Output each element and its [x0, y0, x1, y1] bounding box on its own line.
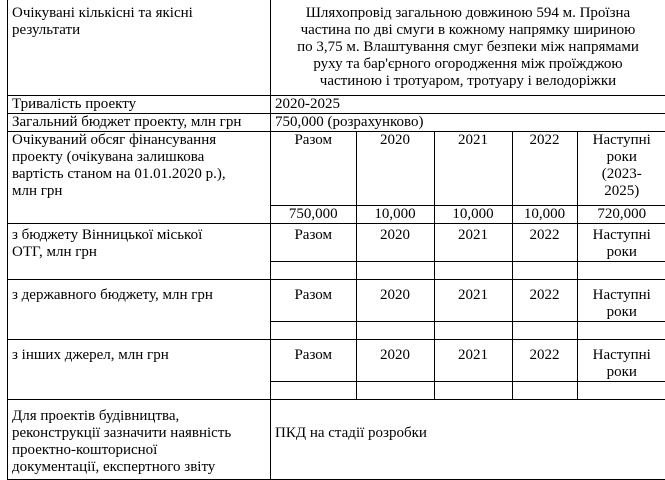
financing-value-2022: 10,000 [512, 205, 577, 223]
financing-value-2021: 10,000 [434, 205, 512, 223]
financing-grid-cell [271, 132, 665, 224]
state-header-2022: 2022 [512, 280, 577, 322]
city-header-2021: 2021 [434, 224, 512, 262]
duration-label: Тривалість проекту [8, 96, 271, 114]
results-label: Очікувані кількісні та якісні результати [8, 0, 271, 96]
financing-value-2020: 10,000 [356, 205, 434, 223]
state-value-next [577, 322, 665, 339]
documentation-row [8, 399, 665, 479]
state-value-total [271, 322, 356, 339]
state-budget-row [8, 279, 665, 339]
other-value-2020 [356, 382, 434, 399]
duration-row [8, 96, 665, 114]
financing-row [8, 132, 665, 224]
financing-grid [271, 132, 665, 223]
other-header-total: Разом [271, 340, 356, 382]
results-row [8, 0, 665, 96]
city-header-total: Разом [271, 224, 356, 262]
city-budget-grid [271, 224, 665, 279]
financing-label: Очікуваний обсяг фінансування проекту (очікувана залишкова вартість станом на 01.01.2020 р.), млн грн [8, 132, 271, 224]
state-value-2021 [434, 322, 512, 339]
other-header-next: Наступні роки [577, 340, 665, 382]
other-header-2022: 2022 [512, 340, 577, 382]
city-budget-grid-cell [271, 224, 665, 280]
results-value: Шляхопровід загальною довжиною 594 м. Проїзна частина по дві смуги в кожному напрямку шириною по 3,75 м. Влаштування смуг безпеки між напрямами руху та бар'єрного огородження між проїжджою частиною і тротуаром, тротуару і велодоріжки [271, 0, 665, 96]
financing-header-next: Наступні роки (2023- 2025) [577, 132, 665, 205]
state-header-2021: 2021 [434, 280, 512, 322]
budget-value: 750,000 (розрахунково) [271, 114, 665, 132]
financing-header-2021: 2021 [434, 132, 512, 205]
state-value-2022 [512, 322, 577, 339]
financing-value-total: 750,000 [271, 205, 356, 223]
financing-header-total: Разом [271, 132, 356, 205]
other-sources-grid [271, 340, 665, 399]
state-value-2020 [356, 322, 434, 339]
other-sources-row [8, 339, 665, 399]
state-budget-grid-cell [271, 279, 665, 339]
duration-value: 2020-2025 [271, 96, 665, 114]
other-value-next [577, 382, 665, 399]
other-sources-label: з інших джерел, млн грн [8, 339, 271, 399]
city-value-total [271, 262, 356, 279]
state-header-next: Наступні роки [577, 280, 665, 322]
financing-header-2022: 2022 [512, 132, 577, 205]
other-value-total [271, 382, 356, 399]
other-header-2021: 2021 [434, 340, 512, 382]
other-header-2020: 2020 [356, 340, 434, 382]
documentation-value: ПКД на стадії розробки [271, 399, 665, 479]
city-header-2020: 2020 [356, 224, 434, 262]
city-value-2021 [434, 262, 512, 279]
other-value-2021 [434, 382, 512, 399]
state-budget-grid [271, 280, 665, 339]
documentation-label: Для проектів будівництва, реконструкції зазначити наявність проектно-кошторисної документації, експертного звіту [8, 399, 271, 479]
city-value-2022 [512, 262, 577, 279]
city-header-next: Наступні роки [577, 224, 665, 262]
financing-value-next: 720,000 [577, 205, 665, 223]
project-passport-table [7, 0, 665, 480]
other-sources-grid-cell [271, 339, 665, 399]
city-value-next [577, 262, 665, 279]
state-header-total: Разом [271, 280, 356, 322]
state-budget-label: з державного бюджету, млн грн [8, 279, 271, 339]
city-header-2022: 2022 [512, 224, 577, 262]
city-value-2020 [356, 262, 434, 279]
budget-label: Загальний бюджет проекту, млн грн [8, 114, 271, 132]
budget-row [8, 114, 665, 132]
city-budget-label: з бюджету Вінницької міської ОТГ, млн грн [8, 224, 271, 280]
other-value-2022 [512, 382, 577, 399]
financing-header-2020: 2020 [356, 132, 434, 205]
state-header-2020: 2020 [356, 280, 434, 322]
city-budget-row [8, 224, 665, 280]
